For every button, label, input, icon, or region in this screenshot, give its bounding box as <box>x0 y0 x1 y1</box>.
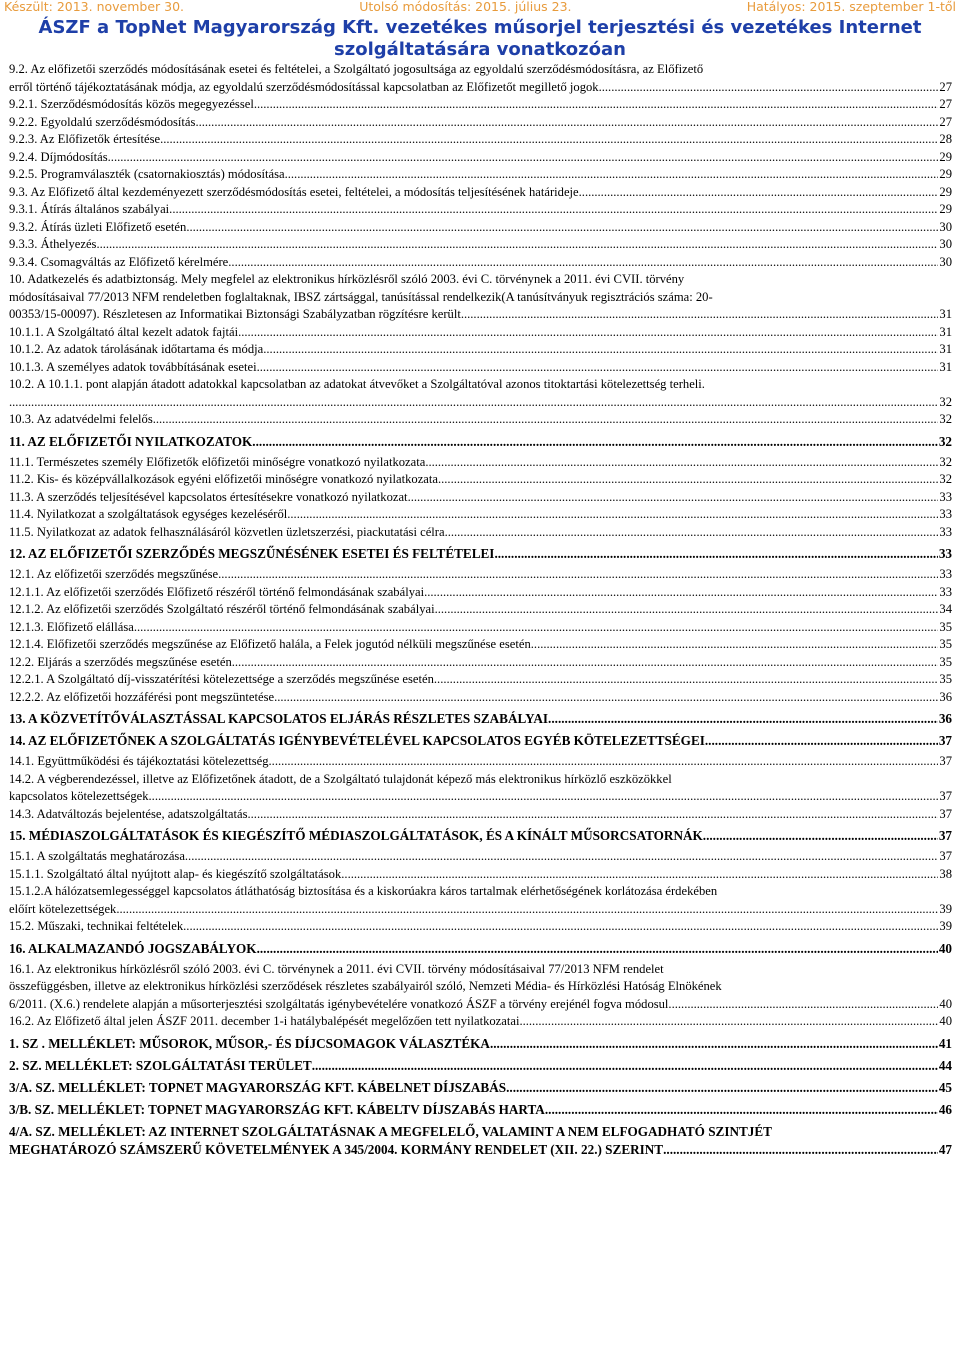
toc-entry-14-3[interactable] <box>9 806 952 824</box>
toc-entry-12-1-2[interactable] <box>9 601 952 619</box>
toc-entry-9-3-1[interactable] <box>9 201 952 219</box>
toc-entry-text: 12.2.2. Az előfizetői hozzáférési pont megszüntetése <box>9 689 275 704</box>
toc-entry-text: 10.1.1. A Szolgáltató által kezelt adatok fajtái <box>9 324 239 339</box>
toc-page-number: 38 <box>939 866 952 881</box>
toc-page-number: 31 <box>939 342 952 356</box>
toc-dot-leader <box>519 1013 938 1031</box>
toc-dot-leader <box>663 1141 938 1159</box>
toc-entry-text: 12.1. Az előfizetői szerződés megszűnése <box>9 567 219 581</box>
toc-page-number: 47 <box>938 1141 952 1157</box>
toc-entry-9-2-2[interactable] <box>9 114 952 132</box>
toc-entry-text: 15.2. Műszaki, technikai feltételek <box>9 919 184 933</box>
toc-page-number: 41 <box>938 1035 952 1051</box>
toc-dot-leader <box>435 601 939 619</box>
toc-entry-text: 14. AZ ELŐFIZETŐNEK A SZOLGÁLTATÁS IGÉNYBEVÉTELÉVEL KAPCSOLATOS EGYÉB KÖTELEZETTSÉGEI <box>9 733 705 748</box>
toc-dot-leader <box>149 788 939 806</box>
toc-entry-text: 00353/15-00097). Részletesen az Informatikai Biztonsági Szabályzatban rögzítésre került. <box>9 307 464 321</box>
title-line-2: szolgáltatására vonatkozóan <box>334 39 626 60</box>
toc-dot-leader <box>705 732 938 750</box>
modified-date: Utolsó módosítás: 2015. július 23. <box>359 0 572 14</box>
toc-entry-9-2-1[interactable] <box>9 96 952 114</box>
toc-entry-12-1-3[interactable] <box>9 619 952 637</box>
toc-page-number: 27 <box>939 79 952 94</box>
toc-entry-9-3-4[interactable] <box>9 254 952 272</box>
toc-entry-14-1[interactable] <box>9 753 952 771</box>
toc-entry-10-3[interactable] <box>9 411 952 429</box>
toc-entry-text: 15. MÉDIASZOLGÁLTATÁSOK ÉS KIEGÉSZÍTŐ MÉDIASZOLGÁLTATÁSOK, ÉS A KÍNÁLT MŰSORCSATORNÁK <box>9 828 703 843</box>
toc-entry-9-3-3[interactable] <box>9 236 952 254</box>
toc-entry-15[interactable] <box>9 827 952 845</box>
toc-entry-text: előírt kötelezettségek <box>9 901 117 916</box>
toc-page-number: 31 <box>939 307 952 321</box>
toc-entry-text: 11.2. Kis- és középvállalkozások egyéni előfizetői minőségre vonatkozó nyilatkozata <box>9 472 438 486</box>
toc-dot-leader <box>108 149 939 167</box>
toc-dot-leader <box>579 184 939 202</box>
toc-dot-leader <box>312 1057 938 1075</box>
toc-entry-12-1-1[interactable] <box>9 584 952 602</box>
toc-dot-leader <box>490 1035 938 1053</box>
toc-entry-15-2[interactable] <box>9 918 952 936</box>
toc-entry-12-1-4[interactable] <box>9 636 952 654</box>
toc-page-number: 37 <box>939 754 952 768</box>
toc-page-number: 35 <box>939 672 952 686</box>
toc-entry-text: 12.1.1. Az előfizetői szerződés Előfizető részéről történő felmondásának szabályai <box>9 584 425 599</box>
toc-entry-text: 16.1. Az elektronikus hírközlésről szóló 2003. évi C. törvénynek a 2011. évi CVII. törvény módosításaival 77/2013 NFM rendelet <box>9 961 664 976</box>
toc-dot-leader <box>218 566 938 584</box>
toc-entry-12-1[interactable] <box>9 566 952 584</box>
toc-dot-leader <box>269 753 939 771</box>
toc-dot-leader <box>464 306 938 324</box>
toc-page-number: 30 <box>939 254 952 269</box>
toc-entry-11[interactable] <box>9 433 952 451</box>
toc-entry-10[interactable] <box>9 271 952 324</box>
toc-page-number: 29 <box>939 184 952 199</box>
toc-page-number: 36 <box>938 711 952 726</box>
toc-entry-text: 16. ALKALMAZANDÓ JOGSZABÁLYOK <box>9 940 257 956</box>
toc-page-number: 32 <box>938 433 952 449</box>
toc-page-number: 40 <box>939 996 952 1011</box>
toc-dot-leader <box>599 79 939 97</box>
toc-entry-text: 10.2. A 10.1.1. pont alapján átadott adatokkal kapcsolatban az adatokat átvevőket a Szolgáltatóval azonos titoktartási kötelezettség terheli. <box>9 377 705 391</box>
toc-dot-leader <box>257 359 939 377</box>
toc-entry-text: 14.1. Együttműködési és tájékoztatási kötelezettség <box>9 754 269 768</box>
toc-dot-leader <box>425 454 938 472</box>
toc-entry-text: 11.3. A szerződés teljesítésével kapcsolatos értesítésekre vonatkozó nyilatkozat <box>9 489 408 504</box>
toc-dot-leader <box>169 201 938 219</box>
toc-entry-m1[interactable] <box>9 1035 952 1053</box>
toc-entry-10-2[interactable] <box>9 376 952 411</box>
toc-entry-text: 15.1.2.A hálózatsemlegességgel kapcsolatos átláthatóság biztosítása és a kiskorúakra káros tartalmak elérhetőségének korlátozása érdekében <box>9 884 718 898</box>
toc-page-number: 40 <box>939 1014 952 1028</box>
title-line-1: ÁSZF a TopNet Magyarország Kft. vezetékes műsorjel terjesztési és vezetékes Internet <box>38 17 922 38</box>
toc-page-number: 37 <box>939 849 952 863</box>
toc-entry-12-2-1[interactable] <box>9 671 952 689</box>
toc-entry-10-1-2[interactable] <box>9 341 952 359</box>
toc-dot-leader <box>232 654 939 672</box>
toc-page-number: 39 <box>939 919 952 933</box>
toc-entry-text: 14.2. A végberendezéssel, illetve az Előfizetőnek átadott, de a Szolgáltató tulajdonát képező más elektronikus hírközlő eszközökkel <box>9 771 672 786</box>
toc-entry-text: 11. AZ ELŐFIZETŐI NYILATKOZATOK <box>9 433 253 449</box>
toc-dot-leader <box>248 806 939 824</box>
toc-entry-text: 11.5. Nyilatkozat az adatok felhasználásáról közvetlen üzletszerzési, piackutatási célra <box>9 524 445 539</box>
toc-page-number: 28 <box>939 132 952 146</box>
toc-entry-text: 9.3.4. Csomagváltás az Előfizető kérelmére <box>9 254 229 269</box>
toc-page-number: 31 <box>939 324 952 339</box>
toc-dot-leader <box>186 219 938 237</box>
toc-dot-leader <box>185 848 939 866</box>
toc-entry-11-4[interactable] <box>9 506 952 524</box>
toc-entry-15-1-1[interactable] <box>9 866 952 884</box>
toc-entry-text: 12. AZ ELŐFIZETŐI SZERZŐDÉS MEGSZŰNÉSÉNEK ESETEI ÉS FELTÉTELEI <box>9 546 495 561</box>
toc-page-number: 27 <box>939 97 952 111</box>
toc-entry-16[interactable] <box>9 940 952 958</box>
toc-entry-9-2-4[interactable] <box>9 149 952 167</box>
toc-entry-text: kapcsolatos kötelezettségek <box>9 789 149 803</box>
toc-dot-leader <box>424 584 938 602</box>
toc-entry-16-1[interactable] <box>9 961 952 1014</box>
toc-entry-text: MEGHATÁROZÓ SZÁMSZERŰ KÖVETELMÉNYEK A 345/2004. KORMÁNY RENDELET (XII. 22.) SZERINT <box>9 1141 664 1157</box>
toc-entry-text: 1. SZ . MELLÉKLET: MŰSOROK, MŰSOR,- ÉS DÍJCSOMAGOK VÁLASZTÉKA <box>9 1035 490 1051</box>
toc-page-number: 35 <box>939 619 952 634</box>
toc-dot-leader <box>408 489 939 507</box>
toc-page-number: 37 <box>939 789 952 803</box>
toc-entry-9-2[interactable] <box>9 61 952 96</box>
toc-page-number: 37 <box>938 733 952 748</box>
toc-entry-text: 2. SZ. MELLÉKLET: SZOLGÁLTATÁSI TERÜLET <box>9 1057 312 1073</box>
toc-dot-leader <box>531 636 939 654</box>
toc-entry-text: 6/2011. (X.6.) rendelete alapján a műsorterjesztési szolgáltatás igénybevételére vonatkozó ÁSZF a törvény erejénél fogva módosul. <box>9 996 672 1011</box>
table-of-contents <box>0 61 960 1159</box>
toc-dot-leader <box>341 866 938 884</box>
toc-entry-text: 14.3. Adatváltozás bejelentése, adatszolgáltatás <box>9 806 248 821</box>
toc-dot-leader <box>263 341 938 359</box>
toc-page-number: 33 <box>939 489 952 504</box>
toc-entry-text: 12.2.1. A Szolgáltató díj-visszatérítési kötelezettsége a szerződés megszűnése esetén <box>9 672 434 686</box>
toc-entry-text: 3/B. SZ. MELLÉKLET: TOPNET MAGYARORSZÁG KFT. KÁBELTV DÍJSZABÁS HARTA <box>9 1101 545 1117</box>
toc-entry-12-2-2[interactable] <box>9 689 952 707</box>
toc-page-number: 27 <box>939 114 952 129</box>
toc-dot-leader <box>506 1079 938 1097</box>
toc-page-number: 46 <box>938 1101 952 1117</box>
toc-entry-12[interactable] <box>9 545 952 563</box>
toc-page-number: 37 <box>939 806 952 821</box>
toc-entry-m2[interactable] <box>9 1057 952 1075</box>
toc-entry-text: 11.4. Nyilatkozat a szolgáltatások egységes kezeléséről <box>9 507 288 521</box>
toc-dot-leader <box>252 433 938 451</box>
toc-page-number: 33 <box>939 567 952 581</box>
toc-dot-leader <box>548 710 938 728</box>
toc-entry-14[interactable] <box>9 732 952 750</box>
toc-page-number: 44 <box>938 1057 952 1073</box>
toc-entry-text: 9.3. Az Előfizető által kezdeményezett szerződésmódosítás esetei, feltételei, a módosítás teljesítésének határideje <box>9 184 579 199</box>
toc-dot-leader <box>257 940 938 958</box>
toc-page-number: 33 <box>939 507 952 521</box>
toc-page-number: 29 <box>939 167 952 181</box>
toc-page-number: 40 <box>938 940 952 956</box>
toc-entry-text-continued: módosításaival 77/2013 NFM rendeletben foglaltaknak, IBSZ zártsággal, tanúsítással rendelkezik(A tanúsítványuk regisztrációs száma: 20- <box>9 289 713 304</box>
toc-dot-leader <box>195 114 938 132</box>
toc-dot-leader <box>238 324 938 342</box>
toc-page-number: 32 <box>939 454 952 469</box>
toc-dot-leader <box>116 901 938 919</box>
toc-entry-11-5[interactable] <box>9 524 952 542</box>
toc-page-number: 31 <box>939 359 952 374</box>
toc-entry-text: 10.1.2. Az adatok tárolásának időtartama és módja <box>9 342 264 356</box>
toc-dot-leader <box>434 671 939 689</box>
toc-entry-m3b[interactable] <box>9 1101 952 1119</box>
toc-dot-leader <box>134 619 939 637</box>
toc-page-number: 39 <box>939 901 952 916</box>
toc-entry-text: 9.3.2. Átírás üzleti Előfizető esetén <box>9 219 187 234</box>
toc-dot-leader <box>494 545 937 563</box>
toc-page-number: 30 <box>939 237 952 251</box>
toc-dot-leader <box>254 96 939 114</box>
toc-entry-15-1-2[interactable] <box>9 883 952 918</box>
toc-entry-text: 9.3.3. Áthelyezés <box>9 237 97 251</box>
toc-entry-text: 9.3.1. Átírás általános szabályai <box>9 202 170 216</box>
toc-entry-text: 9.2. Az előfizetői szerződés módosításának esetei és feltételei, a Szolgáltató jogosultsága az egyoldalú szerződésmódosításra, az Előfizető <box>9 62 704 76</box>
effective-date: Hatályos: 2015. szeptember 1-től <box>746 0 956 14</box>
toc-entry-text: 16.2. Az Előfizető által jelen ÁSZF 2011. december 1-i hatálybalépését megelőzően tett nyilatkozatai <box>9 1014 520 1028</box>
toc-entry-m4a[interactable] <box>9 1123 952 1159</box>
toc-dot-leader <box>160 131 938 149</box>
toc-dot-leader <box>545 1101 938 1119</box>
document-title <box>0 17 960 61</box>
toc-entry-11-3[interactable] <box>9 489 952 507</box>
toc-dot-leader <box>153 411 939 429</box>
toc-entry-11-2[interactable] <box>9 471 952 489</box>
toc-page-number: 33 <box>938 546 952 561</box>
toc-entry-text: 10.1.3. A személyes adatok továbbításának esetei <box>9 359 257 374</box>
toc-entry-text: 15.1.1. Szolgáltató által nyújtott alap- és kiegészítő szolgáltatások <box>9 866 342 881</box>
toc-entry-14-2[interactable] <box>9 771 952 806</box>
toc-entry-11-1[interactable] <box>9 454 952 472</box>
toc-entry-13[interactable] <box>9 710 952 728</box>
toc-page-number: 37 <box>938 828 952 843</box>
toc-page-number: 30 <box>939 219 952 234</box>
toc-dot-leader <box>445 524 939 542</box>
toc-entry-text: erről történő tájékoztatásának módja, az egyoldalú szerződésmódosítással kapcsolatban az Előfizetőt megillető jogok <box>9 79 599 94</box>
toc-dot-leader <box>287 506 938 524</box>
toc-page-number: 29 <box>939 149 952 164</box>
toc-entry-text: 9.2.5. Programválaszték (csatornakiosztás) módosítása <box>9 167 285 181</box>
toc-entry-m3a[interactable] <box>9 1079 952 1097</box>
toc-page-number: 34 <box>939 602 952 616</box>
toc-dot-leader <box>285 166 939 184</box>
toc-dot-leader <box>228 254 938 272</box>
toc-entry-text: 12.1.2. Az előfizetői szerződés Szolgáltató részéről történő felmondásának szabályai <box>9 602 435 616</box>
toc-entry-12-2[interactable] <box>9 654 952 672</box>
toc-entry-9-3[interactable] <box>9 184 952 202</box>
created-date: Készült: 2013. november 30. <box>4 0 185 14</box>
toc-entry-10-1-1[interactable] <box>9 324 952 342</box>
toc-entry-text: 9.2.2. Egyoldalú szerződésmódosítás <box>9 114 196 129</box>
toc-entry-10-1-3[interactable] <box>9 359 952 377</box>
toc-entry-text: 9.2.4. Díjmódosítás <box>9 149 108 164</box>
toc-entry-16-2[interactable] <box>9 1013 952 1031</box>
toc-entry-text: 4/A. SZ. MELLÉKLET: AZ INTERNET SZOLGÁLTATÁSNAK A MEGFELELŐ, VALAMINT A NEM ELFOGADHATÓ SZINTJÉT <box>9 1123 772 1139</box>
toc-page-number: 32 <box>939 412 952 426</box>
toc-entry-text: 13. A KÖZVETÍTŐVÁLASZTÁSSAL KAPCSOLATOS ELJÁRÁS RÉSZLETES SZABÁLYAI <box>9 711 549 726</box>
toc-page-number: 33 <box>939 524 952 539</box>
toc-entry-text: 12.1.4. Előfizetői szerződés megszűnése az Előfizető halála, a Felek jogutód nélküli megszűnése esetén <box>9 637 531 651</box>
toc-entry-text: 10.3. Az adatvédelmi felelős <box>9 412 153 426</box>
toc-entry-text: 10. Adatkezelés és adatbiztonság. Mely megfelel az elektronikus hírközlésről szóló 2003. évi C. törvénynek a 2011. évi CVII. törvény <box>9 272 685 286</box>
toc-entry-9-3-2[interactable] <box>9 219 952 237</box>
toc-entry-text-continued: összefüggésben, illetve az elektronikus hírközlési szerződések részletes szabályairól szóló, Nemzeti Média- és Hírközlési Hatóság Elnökének <box>9 979 722 993</box>
toc-dot-leader <box>672 996 939 1014</box>
toc-entry-9-2-3[interactable] <box>9 131 952 149</box>
toc-dot-leader <box>9 394 938 412</box>
toc-entry-text: 3/A. SZ. MELLÉKLET: TOPNET MAGYARORSZÁG KFT. KÁBELNET DÍJSZABÁS <box>9 1079 507 1095</box>
toc-entry-text: 9.2.3. Az Előfizetők értesítése <box>9 132 161 146</box>
toc-dot-leader <box>274 689 938 707</box>
toc-page-number: 35 <box>939 637 952 651</box>
toc-entry-15-1[interactable] <box>9 848 952 866</box>
toc-page-number: 29 <box>939 202 952 216</box>
toc-page-number: 32 <box>939 472 952 486</box>
toc-page-number: 33 <box>939 584 952 599</box>
toc-page-number: 35 <box>939 654 952 669</box>
toc-entry-text: 9.2.1. Szerződésmódosítás közös megegyezéssel <box>9 97 254 111</box>
toc-page-number: 36 <box>939 689 952 704</box>
toc-entry-text: 12.2. Eljárás a szerződés megszűnése esetén <box>9 654 232 669</box>
toc-entry-9-2-5[interactable] <box>9 166 952 184</box>
toc-page-number: 45 <box>938 1079 952 1095</box>
document-header <box>0 0 960 13</box>
toc-dot-leader <box>703 827 938 845</box>
toc-dot-leader <box>96 236 938 254</box>
toc-page-number: 32 <box>939 394 952 409</box>
toc-entry-text: 15.1. A szolgáltatás meghatározása <box>9 849 185 863</box>
toc-dot-leader <box>438 471 938 489</box>
toc-entry-text: 11.1. Természetes személy Előfizetők előfizetői minőségre vonatkozó nyilatkozata <box>9 454 426 469</box>
toc-entry-text: 12.1.3. Előfizető elállása <box>9 619 134 634</box>
toc-dot-leader <box>183 918 938 936</box>
